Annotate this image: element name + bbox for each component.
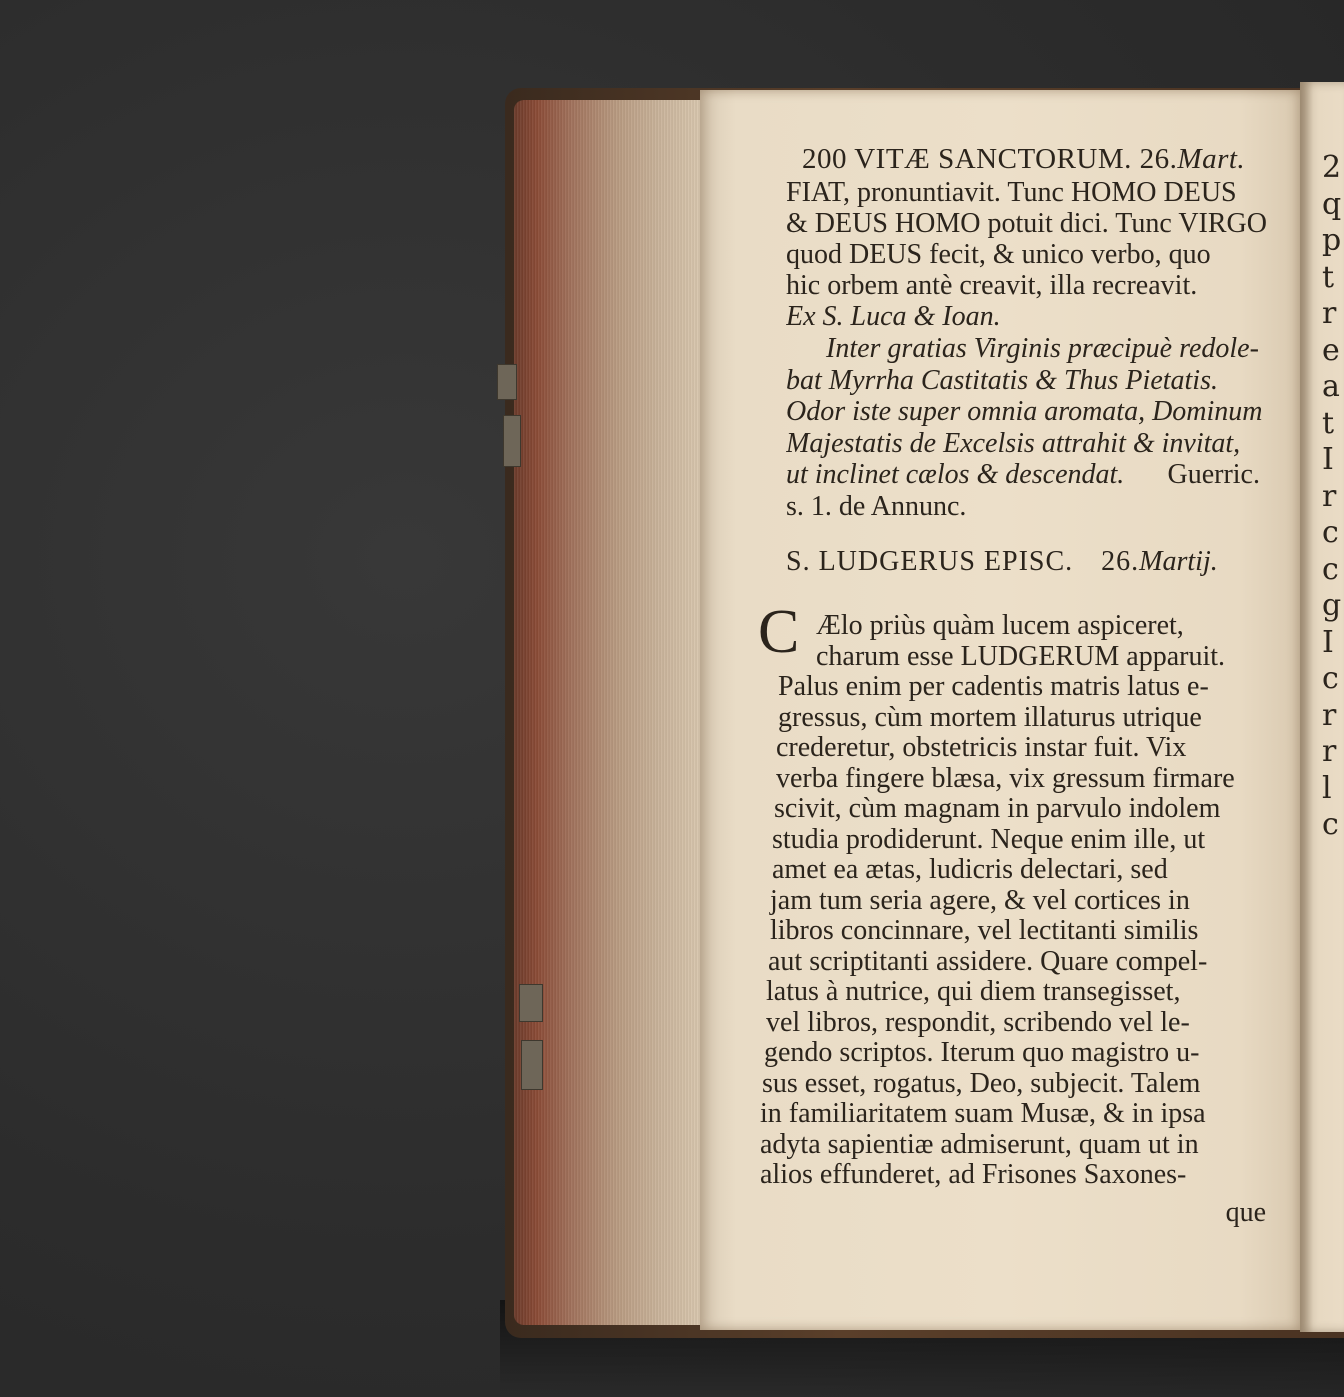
page-edges [514, 100, 700, 1325]
text-line: verba fingere blæsa, vix gressum firmare [776, 762, 1235, 794]
text-line: jam tum seria agere, & vel cortices in [770, 884, 1190, 916]
text-fragment: ut inclinet cælos & descendat. [786, 459, 1125, 490]
drop-cap: C [758, 598, 800, 666]
text-line: libros concinnare, vel lectitanti similis [770, 915, 1199, 946]
text-line: FIAT, pronuntiavit. Tunc HOMO DEUS [786, 177, 1237, 208]
header-date: 26. [1139, 143, 1178, 175]
citation-ref: s. 1. de Annunc. [786, 490, 967, 522]
text-line: amet ea ætas, ludicris delectari, sed [772, 854, 1168, 885]
text-line: adyta sapientiæ admiserunt, quam ut in [760, 1128, 1199, 1160]
catchword: que [1225, 1197, 1266, 1228]
section-date: 26. [1101, 546, 1140, 577]
text-line: aut scriptitanti assidere. Quare compel- [768, 945, 1208, 977]
header-month: Mart. [1177, 143, 1246, 175]
text-line: Odor iste super omnia aromata, Dominum [786, 396, 1263, 427]
clasp-icon [519, 984, 543, 1022]
section-month: Martij. [1139, 546, 1218, 577]
passage-1 [786, 177, 1286, 332]
text-line: Majestatis de Excelsis attrahit & invitat, [786, 427, 1241, 459]
text-line: vel libros, respondit, scribendo vel le- [766, 1006, 1190, 1038]
passage-2 [786, 333, 1286, 522]
section-title: S. LUDGERUS EPISC. [786, 546, 1074, 577]
right-page-letters: 2 q p t r e a t I r c c g I c r r l c [1322, 150, 1342, 842]
text-line: scivit, cùm magnam in parvulo indolem [774, 793, 1221, 824]
text-line: latus à nutrice, qui diem transegisset, [766, 976, 1181, 1007]
body-text [760, 611, 1270, 1191]
text-line: charum esse LUDGERUM apparuit. [816, 640, 1226, 672]
clasp-icon [503, 415, 521, 467]
text-line: sus esset, rogatus, Deo, subjecit. Talem [762, 1067, 1201, 1099]
section-heading [786, 546, 1266, 578]
text-line: hic orbem antè creavit, illa recreavit. [786, 270, 1198, 301]
text-line: bat Myrrha Castitatis & Thus Pietatis. [786, 364, 1218, 396]
text-line: studia prodiderunt. Neque enim ille, ut [772, 823, 1206, 855]
text-line: gendo scriptos. Iterum quo magistro u- [764, 1037, 1200, 1068]
text-line: quod DEUS fecit, & unico verbo, quo [786, 239, 1211, 270]
clasp-icon [521, 1040, 543, 1090]
text-line: in familiaritatem suam Musæ, & in ipsa [760, 1098, 1206, 1129]
source-citation: Ex S. Luca & Ioan. [786, 301, 1001, 332]
running-header [802, 143, 1290, 176]
citation-author: Guerric. [1167, 459, 1260, 490]
running-title: VITÆ SANCTORUM. [854, 143, 1132, 175]
text-line [786, 459, 1286, 491]
text-line: & DEUS HOMO potuit dici. Tunc VIRGO [786, 208, 1267, 239]
text-line: alios effunderet, ad Frisones Saxones- [760, 1159, 1187, 1190]
text-line: Ælo priùs quàm lucem aspiceret, [816, 611, 1184, 641]
clasp-icon [497, 364, 517, 400]
page-number: 200 [802, 143, 847, 175]
text-line: gressus, cùm mortem illaturus utrique [778, 701, 1202, 733]
text-line: Inter gratias Virginis præcipuè redole- [826, 333, 1259, 364]
text-line: crederetur, obstetricis instar fuit. Vix [776, 732, 1187, 763]
text-line: Palus enim per cadentis matris latus e- [778, 671, 1209, 702]
